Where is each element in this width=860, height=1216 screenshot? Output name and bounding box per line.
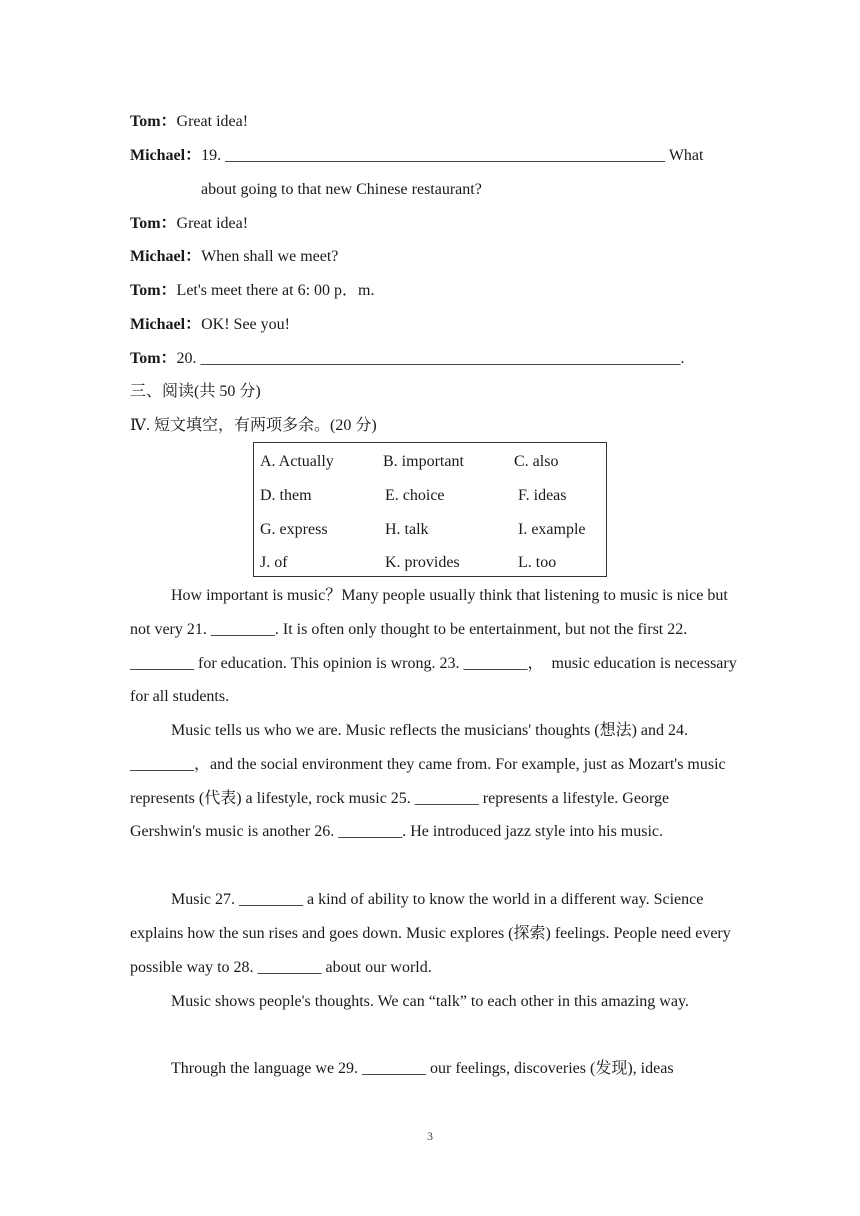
dialog-text: 20. ____________________________________________________________.: [176, 350, 685, 367]
option-a: A. Actually: [260, 453, 334, 470]
dialog-text: 19. _______________________________________________________ What: [201, 147, 704, 164]
dialog-text: Let's meet there at 6: 00 p．m.: [176, 282, 375, 299]
speaker-name: Tom：: [130, 350, 177, 367]
option-k: K. provides: [385, 554, 460, 571]
dialog-text: Great idea!: [176, 215, 249, 232]
dialog-line: [130, 315, 290, 335]
section-heading: 三、阅读(共 50 分): [130, 383, 261, 400]
page-number: 3: [427, 1129, 433, 1143]
word-bank-box: [253, 442, 607, 577]
option-c: C. also: [514, 453, 559, 470]
dialog-line: [130, 349, 685, 369]
dialog-line: [130, 146, 703, 166]
dialog-line: [130, 214, 248, 234]
dialog-text: OK! See you!: [201, 316, 290, 333]
speaker-name: Tom：: [130, 113, 177, 130]
option-l: L. too: [518, 554, 557, 571]
dialog-line: [130, 112, 248, 132]
speaker-name: Michael：: [130, 248, 202, 265]
option-d: D. them: [260, 487, 312, 504]
option-j: J. of: [260, 554, 288, 571]
passage-paragraph-2: Music tells us who we are. Music reflects the musicians' thoughts (想法) and 24. ________，and the social environment they came from. For example, just as Mozart's music represents (代表) a lifestyle, rock music 25. ________ represents a lifestyle. George Gershwin's music is another 26. ________. He introduced jazz style into his music.: [130, 722, 726, 841]
speaker-name: Tom：: [130, 282, 177, 299]
passage-paragraph-1: How important is music？Many people usually think that listening to music is nice but not very 21. ________. It is often only thought to be entertainment, but not the first 22. ________ for education. This opinion is wrong. 23. ________， music education is necessary for all students.: [130, 587, 737, 706]
dialog-continuation: about going to that new Chinese restaurant?: [201, 181, 482, 198]
speaker-name: Michael：: [130, 316, 202, 333]
speaker-name: Tom：: [130, 215, 177, 232]
passage-paragraph-3: Music 27. ________ a kind of ability to know the world in a different way. Science explains how the sun rises and goes down. Music explores (探索) feelings. People need every possible way to 28. ________ about our world.: [130, 891, 731, 976]
dialog-line: [130, 247, 338, 267]
speaker-name: Michael：: [130, 147, 202, 164]
dialog-text: When shall we meet?: [201, 248, 339, 265]
option-f: F. ideas: [518, 487, 567, 504]
option-i: I. example: [518, 521, 586, 538]
option-e: E. choice: [385, 487, 445, 504]
passage-paragraph-4: Music shows people's thoughts. We can “talk” to each other in this amazing way.: [171, 993, 689, 1010]
passage-paragraph-5: Through the language we 29. ________ our feelings, discoveries (发现), ideas: [171, 1060, 674, 1077]
dialog-text: Great idea!: [176, 113, 249, 130]
option-h: H. talk: [385, 521, 429, 538]
part-heading: Ⅳ. 短文填空，有两项多余。(20 分): [130, 417, 377, 434]
dialog-line: [130, 281, 375, 301]
option-b: B. important: [383, 453, 464, 470]
option-g: G. express: [260, 521, 328, 538]
